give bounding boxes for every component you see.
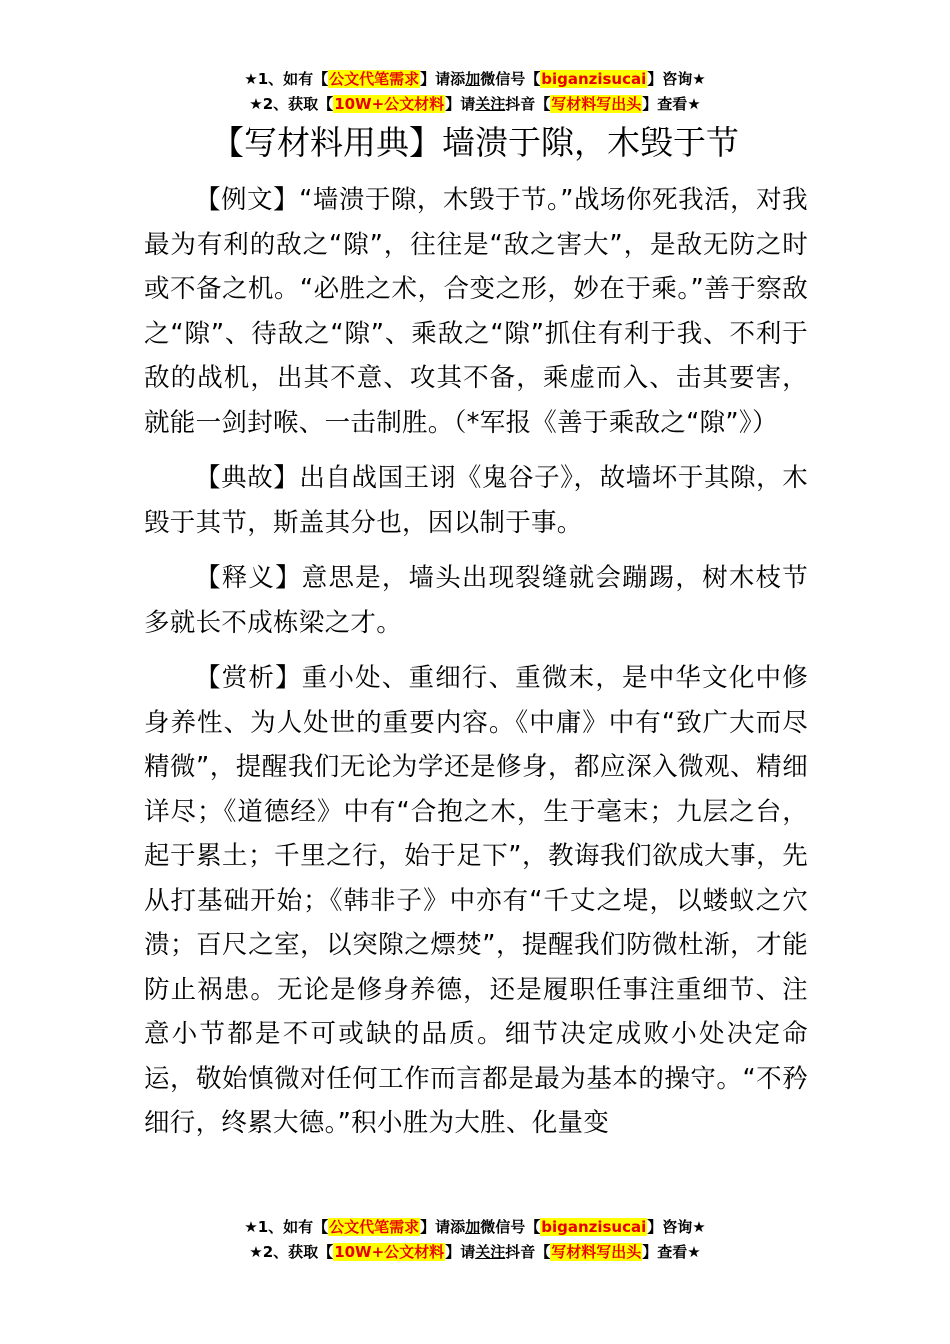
paragraph-meaning: 【释义】意思是，墙头出现裂缝就会蹦踢，树木枝节多就长不成栋梁之才。 — [144, 563, 808, 638]
promo-text: 】查看★ — [642, 1243, 701, 1261]
paragraph-appreciation: 【赏析】重小处、重细行、重微末，是中华文化中修身养性、为人处世的重要内容。《中庸》中有“致广大而尽精微”，提醒我们无论为学还是修身，都应深入微观、精细详尽；《道德经》中有“合抱之木，生于毫末；九层之台，起于累土；千里之行，始于足下”，教诲我们欲成大事，先从打基础开始；《韩非子》中亦有“千丈之堤，以蝼蚁之穴溃；百尺之室，以突隙之熛焚”，提醒我们防微杜渐，才能防止祸患。无论是修身养德，还是履职任事注重细节、注意小节都是不可或缺的品质。细节决定成败小处决定命运，敬始慎微对任何工作而言都是最为基本的操守。“不矜细行，终累大德。”积小胜为大胜、化量变 — [144, 663, 808, 1138]
promo-highlight: 公文代笔需求 — [329, 1218, 420, 1236]
promo-text: 】查看★ — [642, 95, 701, 113]
promo-underline: 关注 — [475, 95, 506, 113]
promo-text: 微信号【 — [480, 70, 541, 88]
promo-highlight: 公文代笔需求 — [329, 70, 420, 88]
promo-underline: 加 — [465, 70, 481, 88]
promo-text: 】请添 — [420, 70, 466, 88]
promo-text: ★2、获取【 — [249, 95, 334, 113]
paragraph-example: 【例文】“墙溃于隙，木毁于节。”战场你死我活，对我最为有利的敌之“隙”，往往是“敌之害大”，是敌无防之时或不备之机。“必胜之术，合变之形，妙在于乘。”善于察敌之“隙”、待敌之“隙”、乘敌之“隙”抓住有利于我、不利于敌的战机，出其不意、攻其不备，乘虚而入、击其要害，就能一剑封喉、一击制胜。（*军报《善于乘敌之“隙”》） — [144, 185, 808, 438]
promo-underline: 关注 — [475, 1243, 506, 1261]
promo-highlight: biganzisucai — [541, 1218, 647, 1236]
promo-text: ★2、获取【 — [249, 1243, 334, 1261]
promo-text: 】请 — [445, 95, 476, 113]
promo-text: 】咨询★ — [647, 70, 706, 88]
promo-underline: 加 — [465, 1218, 481, 1236]
promo-line-2 — [0, 92, 950, 117]
promo-text: ★1、如有【 — [244, 1218, 329, 1236]
paragraph-origin: 【典故】出自战国王诩《鬼谷子》，故墙坏于其隙，木毁于其节，斯盖其分也，因以制于事。 — [144, 463, 808, 538]
promo-text: 抖音【 — [505, 1243, 551, 1261]
promo-text: 】咨询★ — [647, 1218, 706, 1236]
promo-line-1 — [0, 67, 950, 92]
promo-footer — [0, 1215, 950, 1265]
promo-text: 】请 — [445, 1243, 476, 1261]
promo-line-1 — [0, 1215, 950, 1240]
promo-highlight: 10W+公文材料 — [334, 1243, 445, 1261]
promo-highlight: biganzisucai — [541, 70, 647, 88]
promo-text: 微信号【 — [480, 1218, 541, 1236]
promo-text: 】请添 — [420, 1218, 466, 1236]
promo-text: 抖音【 — [505, 95, 551, 113]
document-body — [144, 178, 808, 1188]
promo-highlight: 写材料写出头 — [551, 95, 642, 113]
promo-highlight: 写材料写出头 — [551, 1243, 642, 1261]
promo-line-2 — [0, 1240, 950, 1265]
promo-header — [0, 67, 950, 117]
document-title: 【写材料用典】墙溃于隙，木毁于节 — [211, 123, 739, 162]
promo-text: ★1、如有【 — [244, 70, 329, 88]
promo-highlight: 10W+公文材料 — [334, 95, 445, 113]
